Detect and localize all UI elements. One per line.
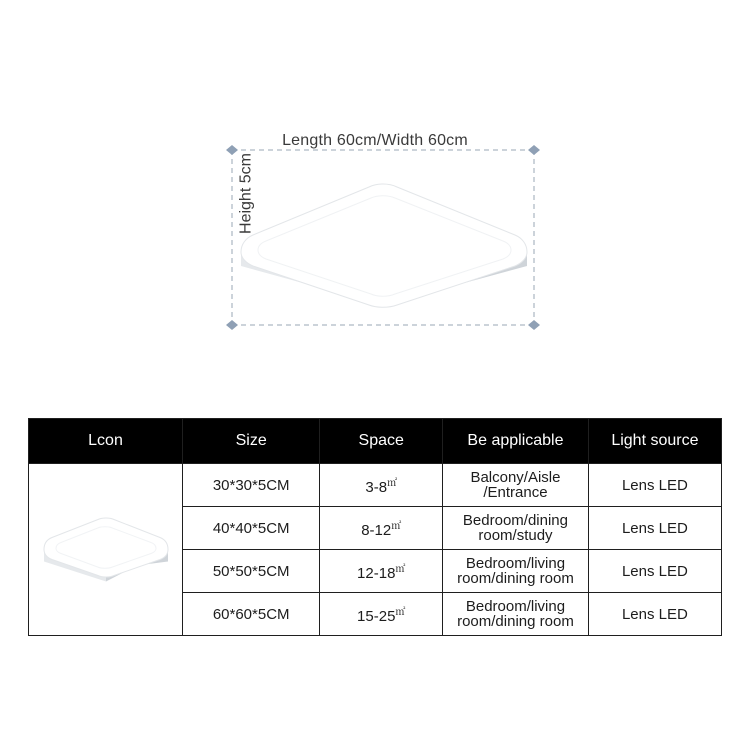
header-applicable: Be applicable (443, 419, 589, 464)
cell-size: 50*50*5CM (183, 550, 320, 593)
applicable-line-2: room/study (478, 527, 553, 544)
cell-space (320, 507, 443, 550)
space-value: 12-18 (357, 564, 396, 582)
space-value: 3-8 (365, 478, 388, 496)
space-unit: ㎡ (391, 520, 402, 532)
applicable-line-1: Bedroom/dining (462, 512, 568, 529)
side-dimension-label: Height 5cm (237, 153, 255, 234)
space-value: 8-12 (361, 521, 392, 539)
applicable-line-2: room/dining room (457, 613, 574, 630)
cell-space (320, 593, 443, 636)
space-unit: ㎡ (387, 477, 398, 489)
cell-applicable (443, 593, 589, 636)
applicable-line-1: Bedroom/living (465, 555, 566, 572)
cell-light-source: Lens LED (588, 593, 721, 636)
table-row (29, 464, 722, 507)
cell-applicable (443, 507, 589, 550)
space-value: 15-25 (357, 607, 396, 625)
table-header-row (29, 419, 722, 464)
cell-applicable (443, 550, 589, 593)
cell-light-source: Lens LED (588, 507, 721, 550)
cell-space (320, 550, 443, 593)
product-icon-cell (29, 464, 183, 636)
space-unit: ㎡ (395, 606, 406, 618)
header-icon: Lcon (29, 419, 183, 464)
applicable-line-1: Bedroom/living (465, 598, 566, 615)
lamp-3d-body (241, 184, 527, 307)
cell-size: 30*30*5CM (183, 464, 320, 507)
applicable-line-2: /Entrance (483, 484, 548, 501)
cell-light-source: Lens LED (588, 550, 721, 593)
cell-space (320, 464, 443, 507)
cell-light-source: Lens LED (588, 464, 721, 507)
header-light-source: Light source (588, 419, 721, 464)
cell-applicable (443, 464, 589, 507)
space-unit: ㎡ (395, 563, 406, 575)
specification-table (28, 418, 722, 636)
top-dimension-label: Length 60cm/Width 60cm (282, 132, 468, 149)
header-size: Size (183, 419, 320, 464)
cell-size: 40*40*5CM (183, 507, 320, 550)
applicable-line-2: room/dining room (457, 570, 574, 587)
cell-size: 60*60*5CM (183, 593, 320, 636)
header-space: Space (320, 419, 443, 464)
applicable-line-1: Balcony/Aisle (470, 469, 561, 486)
lamp-icon (38, 509, 174, 590)
